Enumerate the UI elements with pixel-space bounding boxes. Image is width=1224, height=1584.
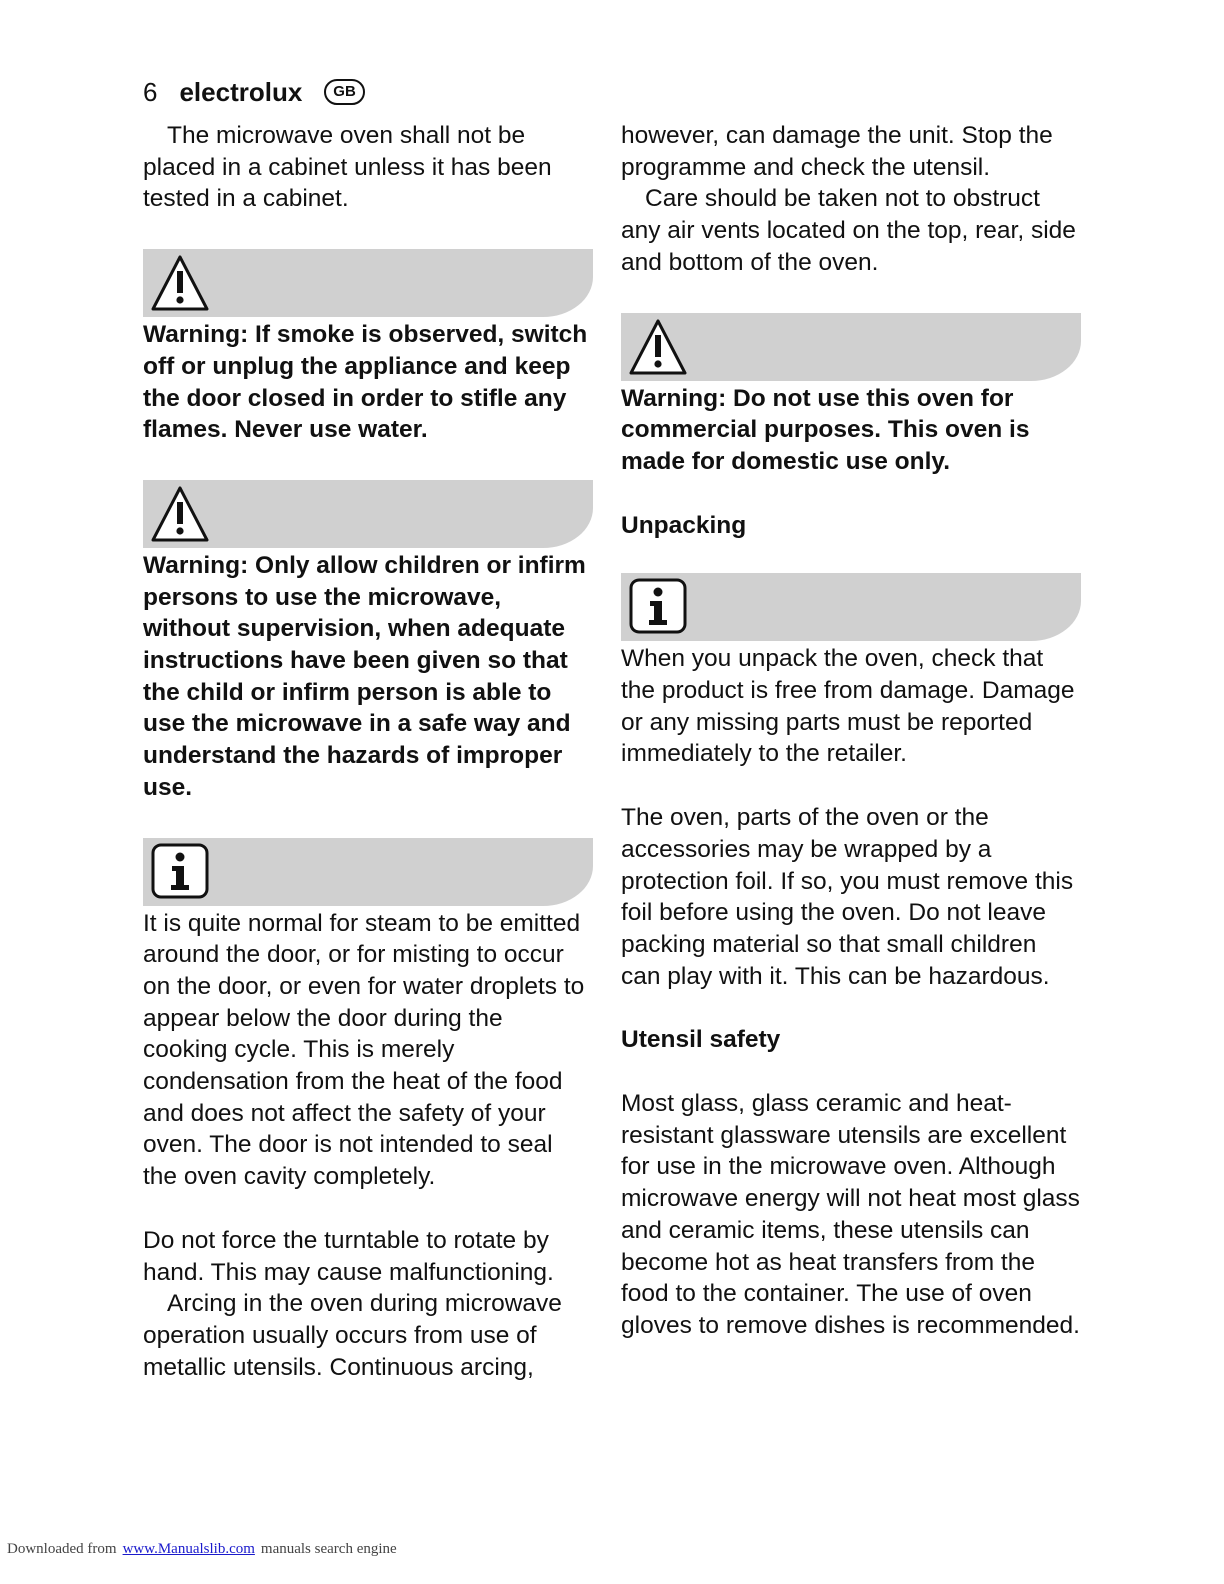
info-icon [149,842,211,902]
paragraph-glassware: Most glass, glass ceramic and heat-resistant glassware utensils are excellent for use in the microwave oven. Although microwave energy will not heat most glass and ceramic items, these utensils can become hot as heat transfers from the food to the container. The use of oven gloves to remove dishes is recommended. [621,1090,1080,1339]
right-column [621,120,1081,1342]
info-steam: It is quite normal for steam to be emitted around the door, or for misting to occur on the door, or even for water droplets to appear below the door during the cooking cycle. This is merely condensation from the heat of the food and does not affect the safety of your oven. The door is not intended to seal the oven cavity completely. [143,909,585,1191]
warning-commercial: Warning: Do not use this oven for commercial purposes. This oven is made for domestic use only. [621,384,1030,475]
heading-utensil-safety: Utensil safety [621,1026,781,1054]
warning-banner [143,480,593,548]
warning-banner [143,249,593,317]
warning-triangle-icon [149,484,211,544]
paragraph-cabinet: The microwave oven shall not be placed in a cabinet unless it has been tested in a cabinet. [143,122,552,213]
left-column [143,120,593,1383]
footer-link[interactable]: www.Manualslib.com [122,1541,255,1557]
paragraph-air-vents: Care should be taken not to obstruct any air vents located on the top, rear, side and bottom of the oven. [621,185,1076,276]
heading-unpacking: Unpacking [621,511,747,539]
footer-suffix: manuals search engine [260,1541,397,1557]
paragraph-foil: The oven, parts of the oven or the accessories may be wrapped by a protection foil. If so, you must remove this foil before using the oven. Do not leave packing material so that small children can play with it. This can be hazardous. [621,804,1074,990]
footer [7,1541,397,1558]
region-badge: GB [324,79,365,105]
info-banner [143,838,593,906]
info-unpack: When you unpack the oven, check that the product is free from damage. Damage or any missing parts must be reported immediately to the retailer. [621,645,1075,768]
info-icon [627,577,689,637]
warning-triangle-icon [149,253,211,313]
paragraph-turntable: Do not force the turntable to rotate by hand. This may cause malfunctioning. [143,1226,554,1286]
brand-logo: electrolux [179,76,303,107]
page-number: 6 [143,76,158,107]
paragraph-arcing-cont: however, can damage the unit. Stop the programme and check the utensil. [621,122,1053,181]
info-banner [621,573,1081,641]
warning-children: Warning: Only allow children or infirm persons to use the microwave, without supervision, when adequate instructions have been given so that the child or infirm person is able to use the microwave in a safe way and understand the hazards of improper use. [143,551,586,801]
warning-triangle-icon [627,317,689,377]
warning-banner [621,313,1081,381]
footer-prefix: Downloaded from [7,1541,117,1557]
warning-smoke: Warning: If smoke is observed, switch off or unplug the appliance and keep the door closed in order to stifle any flames. Never use water. [143,321,588,444]
page-header [143,72,365,112]
paragraph-arcing: Arcing in the oven during microwave operation usually occurs from use of metallic utensils. Continuous arcing, [143,1290,562,1381]
